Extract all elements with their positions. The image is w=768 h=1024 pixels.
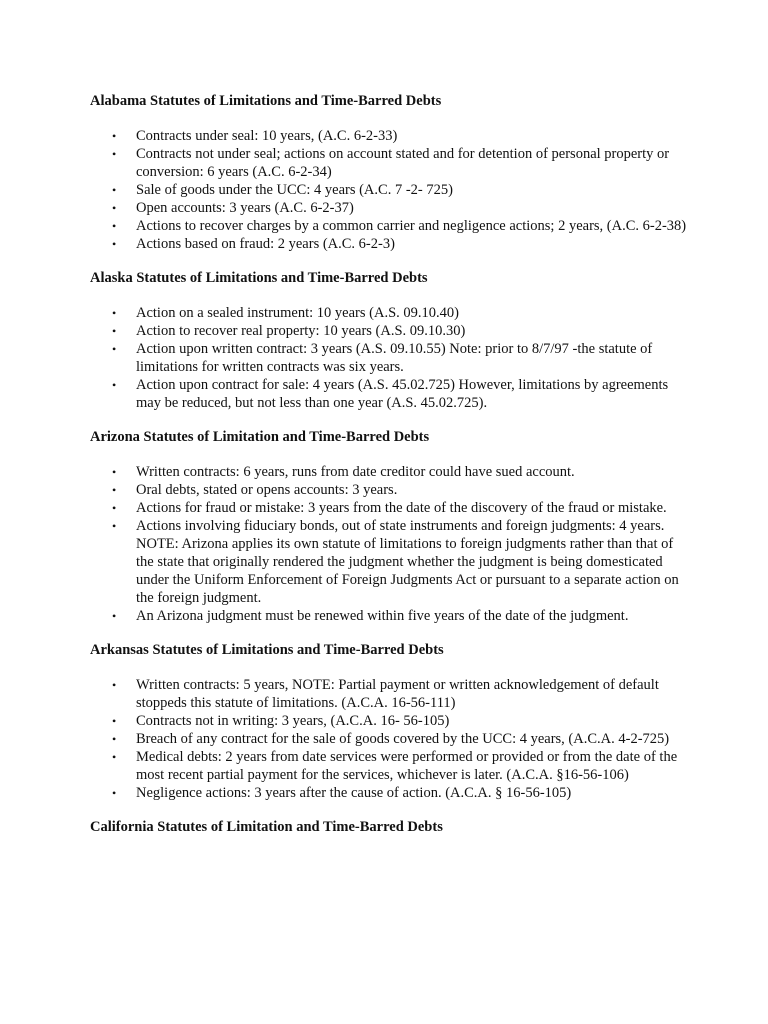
section-alabama bbox=[90, 92, 688, 253]
bullet-list bbox=[90, 304, 688, 412]
list-item-text: Contracts not under seal; actions on account stated and for detention of personal property or conversion: 6 years (A.C. 6-2-34) bbox=[136, 146, 670, 180]
list-item bbox=[90, 712, 688, 730]
bullet-icon: • bbox=[112, 219, 117, 233]
bullet-icon: • bbox=[112, 183, 117, 197]
list-item-text: Contracts under seal: 10 years, (A.C. 6-2-33) bbox=[136, 128, 398, 144]
list-item-text: Contracts not in writing: 3 years, (A.C.A. 16- 56-105) bbox=[136, 713, 450, 729]
list-item-text: Actions to recover charges by a common carrier and negligence actions; 2 years, (A.C. 6-2-38) bbox=[136, 218, 687, 234]
list-item-text: Sale of goods under the UCC: 4 years (A.C. 7 -2- 725) bbox=[136, 182, 453, 198]
list-item bbox=[90, 481, 688, 499]
bullet-icon: • bbox=[112, 732, 117, 746]
bullet-icon: • bbox=[112, 714, 117, 728]
bullet-icon: • bbox=[112, 501, 117, 515]
list-item-text: Action upon contract for sale: 4 years (A.S. 45.02.725) However, limitations by agreements may be reduced, but not less than one year (A.S. 45.02.725). bbox=[136, 377, 669, 411]
list-item-text: Written contracts: 5 years, NOTE: Partial payment or written acknowledgement of default stoppeds this statute of limitations. (A.C.A. 16-56-111) bbox=[136, 677, 659, 711]
list-item bbox=[90, 322, 688, 340]
bullet-list bbox=[90, 463, 688, 625]
bullet-list bbox=[90, 676, 688, 802]
bullet-icon: • bbox=[112, 378, 117, 392]
section-heading: California Statutes of Limitation and Time-Barred Debts bbox=[90, 819, 443, 835]
section-california bbox=[90, 818, 688, 836]
list-item-text: Actions for fraud or mistake: 3 years from the date of the discovery of the fraud or mistake. bbox=[136, 500, 667, 516]
list-item-text: Action to recover real property: 10 years (A.S. 09.10.30) bbox=[136, 323, 466, 339]
bullet-icon: • bbox=[112, 786, 117, 800]
bullet-icon: • bbox=[112, 324, 117, 338]
list-item bbox=[90, 181, 688, 199]
section-arkansas bbox=[90, 641, 688, 802]
section-heading: Arizona Statutes of Limitation and Time-Barred Debts bbox=[90, 429, 430, 445]
bullet-icon: • bbox=[112, 306, 117, 320]
section-alaska bbox=[90, 269, 688, 412]
list-item bbox=[90, 376, 688, 412]
list-item bbox=[90, 499, 688, 517]
list-item-text: Actions involving fiduciary bonds, out of state instruments and foreign judgments: 4 years. NOTE: Arizona applies its own statute of limitations to foreign judgments rather than that of the state that originally rendered the judgment whether the judgment is being domesticated under the Uniform Enforcement of Foreign Judgments Act or pursuant to a separate action on the foreign judgment. bbox=[136, 518, 679, 606]
bullet-icon: • bbox=[112, 519, 117, 533]
bullet-icon: • bbox=[112, 483, 117, 497]
section-heading: Arkansas Statutes of Limitations and Time-Barred Debts bbox=[90, 642, 444, 658]
list-item-text: An Arizona judgment must be renewed within five years of the date of the judgment. bbox=[136, 608, 629, 624]
list-item bbox=[90, 304, 688, 322]
list-item bbox=[90, 127, 688, 145]
list-item-text: Breach of any contract for the sale of goods covered by the UCC: 4 years, (A.C.A. 4-2-725) bbox=[136, 731, 670, 747]
list-item-text: Written contracts: 6 years, runs from date creditor could have sued account. bbox=[136, 464, 575, 480]
list-item-text: Negligence actions: 3 years after the cause of action. (A.C.A. § 16-56-105) bbox=[136, 785, 572, 801]
bullet-icon: • bbox=[112, 237, 117, 251]
list-item bbox=[90, 340, 688, 376]
section-arizona bbox=[90, 428, 688, 625]
list-item-text: Medical debts: 2 years from date services were performed or provided or from the date of the most recent partial payment for the services, whichever is later. (A.C.A. §16-56-106) bbox=[136, 749, 678, 783]
section-heading: Alaska Statutes of Limitations and Time-Barred Debts bbox=[90, 270, 428, 286]
bullet-icon: • bbox=[112, 609, 117, 623]
bullet-list bbox=[90, 127, 688, 253]
list-item bbox=[90, 730, 688, 748]
list-item bbox=[90, 235, 688, 253]
section-heading: Alabama Statutes of Limitations and Time-Barred Debts bbox=[90, 93, 442, 109]
list-item bbox=[90, 145, 688, 181]
list-item bbox=[90, 784, 688, 802]
list-item bbox=[90, 607, 688, 625]
list-item bbox=[90, 517, 688, 607]
list-item-text: Action on a sealed instrument: 10 years (A.S. 09.10.40) bbox=[136, 305, 459, 321]
bullet-icon: • bbox=[112, 201, 117, 215]
bullet-icon: • bbox=[112, 342, 117, 356]
list-item-text: Oral debts, stated or opens accounts: 3 years. bbox=[136, 482, 398, 498]
bullet-icon: • bbox=[112, 750, 117, 764]
list-item bbox=[90, 217, 688, 235]
bullet-icon: • bbox=[112, 147, 117, 161]
list-item-text: Actions based on fraud: 2 years (A.C. 6-2-3) bbox=[136, 236, 395, 252]
bullet-icon: • bbox=[112, 465, 117, 479]
list-item bbox=[90, 199, 688, 217]
list-item bbox=[90, 676, 688, 712]
list-item-text: Open accounts: 3 years (A.C. 6-2-37) bbox=[136, 200, 354, 216]
list-item bbox=[90, 463, 688, 481]
list-item bbox=[90, 748, 688, 784]
list-item-text: Action upon written contract: 3 years (A.S. 09.10.55) Note: prior to 8/7/97 -the statute of limitations for written contracts was six years. bbox=[136, 341, 653, 375]
bullet-icon: • bbox=[112, 129, 117, 143]
bullet-icon: • bbox=[112, 678, 117, 692]
